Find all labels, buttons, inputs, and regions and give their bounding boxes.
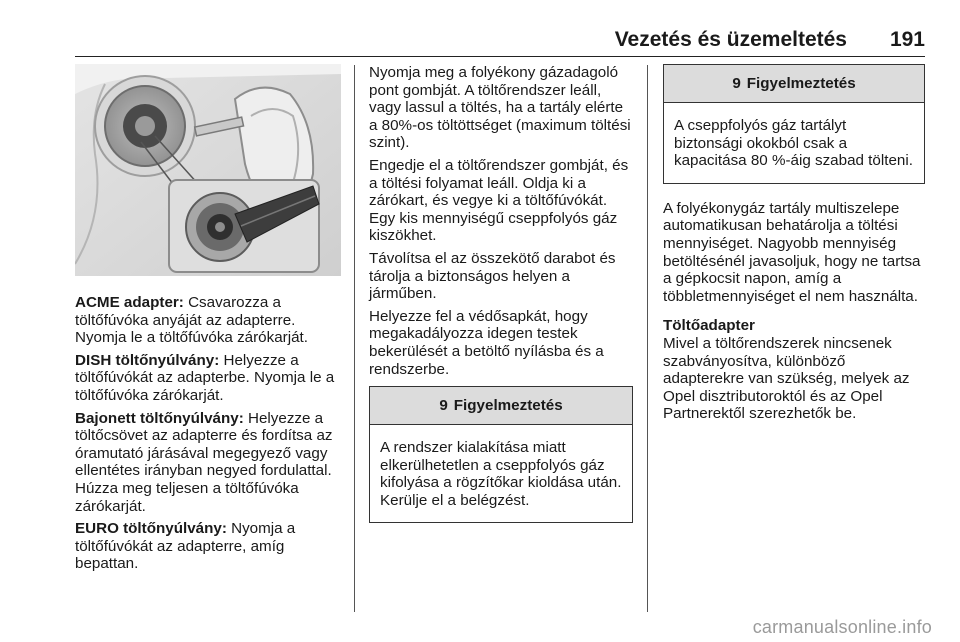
warning-text: A cseppfolyós gáz tartályt biztonsági okokból csak a kapacitása 80 %-áig szabad tölteni. [674,117,913,170]
warning-header [664,65,924,103]
header-rule [75,56,925,57]
column-divider-2 [647,65,648,612]
warning-box [369,386,633,523]
paragraph: Engedje el a töltőrendszer gombját, és a töltési folyamat leáll. Oldja ki a zárókart, és vegye ki a töltőfúvókát. Egy kis mennyiségű cseppfolyós gáz kiszökhet. [369,156,629,245]
term-label: EURO töltőnyúlvány: [75,520,227,538]
paragraph-text: Helyezze a töltőfúvókát az adapterbe. Nyomja le a töltőfúvóka zárókarját. [75,351,335,404]
page-header [75,28,925,58]
paragraph-text: Nyomja a töltőfúvókát az adapterre, amíg bepattan. [75,520,296,573]
paragraph-euro [75,520,343,573]
fuel-filler-illustration [75,64,341,276]
paragraph-bajonett [75,410,343,516]
warning-box [663,64,925,184]
page-number: 191 [889,28,925,51]
warning-header [370,387,632,425]
column-2 [369,64,633,523]
warning-title: Figyelmeztetés [746,74,856,92]
paragraph-text: Helyezze a töltőcsövet az adapterre és fordítsa az óramutató járásával megegyező vagy ellentétes irányban negyed fordulattal. Húzza meg teljesen a töltőfúvóka zárókarját. [75,409,333,515]
term-label: ACME adapter: [75,294,184,311]
paragraph-acme [75,294,343,347]
section-heading: Töltőadapter [663,317,755,335]
paragraph: A folyékonygáz tartály multiszelepe automatikusan behatárolja a töltési mennyiséget. Nagyobb mennyiség betöltésénél javasoljuk, hogy ne tartsa a gépkocsit napon, amíg a többletmennyiséget el nem használta. [663,199,921,305]
paragraph: Helyezze fel a védősapkát, hogy megakadályozza idegen testek bekerülését a betöltő nyílásba és a rendszerbe. [369,307,604,378]
term-label: DISH töltőnyúlvány: [75,351,220,369]
term-label: Bajonett töltőnyúlvány: [75,409,244,427]
paragraph: Nyomja meg a folyékony gázadagoló pont gombját. A töltőrendszer leáll, vagy lassul a töltés, ha a tartály elérte a 80%-os töltöttséget (maximum töltési szint). [369,64,631,152]
paragraph: Mivel a töltőrendszerek nincsenek szabványosítva, különböző adapterekre van szükség, melyek az Opel disztributoroktól és az Opel Partnerektől szerezhetők be. [663,334,910,423]
warning-text: A rendszer kialakítása miatt elkerülhetetlen a cseppfolyós gáz kifolyása a rögzítőkar kioldása után. Kerülje el a belégzést. [380,439,622,509]
watermark-text: carmanualsonline.info [752,617,932,637]
column-1 [75,64,343,578]
paragraph: Távolítsa el az összekötő darabot és tárolja a biztonságos helyen a járműben. [369,249,616,303]
paragraph-dish [75,352,343,405]
warning-icon: 9 [439,396,448,414]
page-title: Vezetés és üzemeltetés [614,28,847,51]
warning-icon: 9 [732,74,741,92]
warning-title: Figyelmeztetés [453,396,563,414]
column-3 [663,64,925,428]
paragraph-text: Csavarozza a töltőfúvóka anyáját az adapterre. Nyomja le a töltőfúvóka zárókarját. [75,294,308,347]
column-divider-1 [354,65,355,612]
